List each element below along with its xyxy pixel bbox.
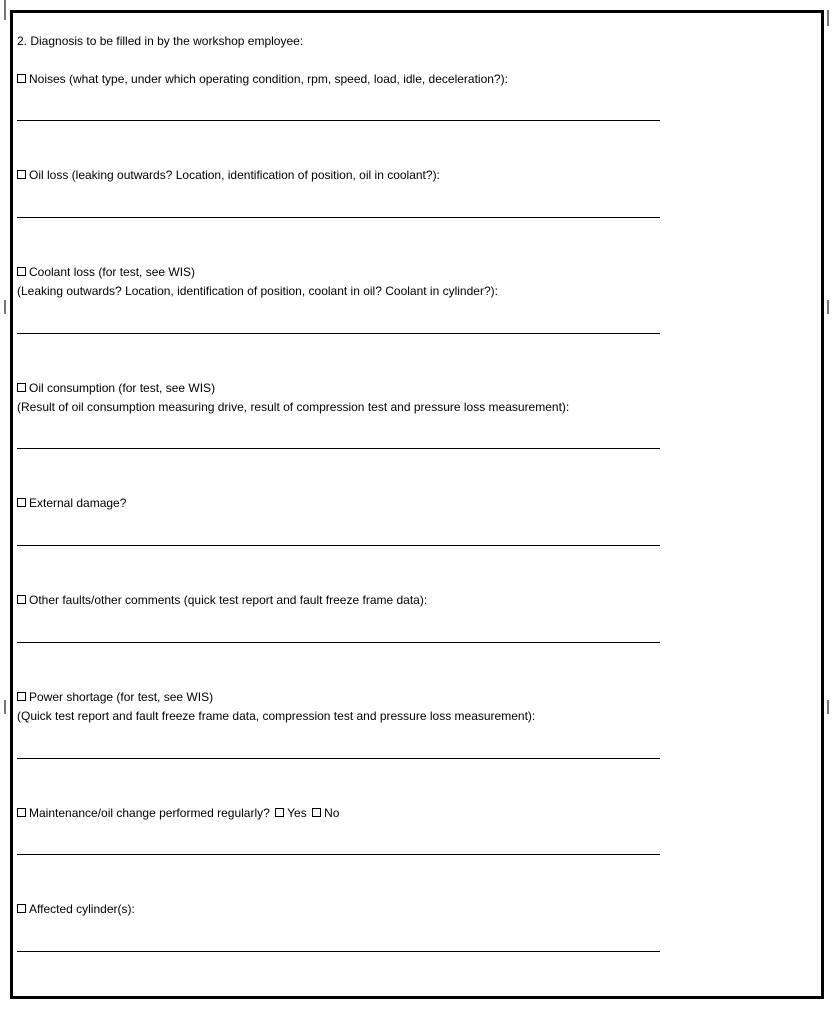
section-heading: 2. Diagnosis to be filled in by the workshop employee: bbox=[17, 34, 304, 48]
power-shortage-sublabel: (Quick test report and fault freeze frame data, compression test and pressure loss measurement): bbox=[17, 709, 536, 723]
external-damage-checkbox[interactable] bbox=[17, 498, 26, 507]
external-damage-answer-line[interactable] bbox=[17, 545, 660, 546]
maintenance-answer-line[interactable] bbox=[17, 854, 660, 855]
edge-mark bbox=[827, 10, 829, 26]
coolant-loss-sublabel: (Leaking outwards? Location, identification of position, coolant in oil? Coolant in cylinder?): bbox=[17, 284, 498, 298]
edge-mark bbox=[4, 300, 6, 314]
coolant-loss-checkbox[interactable] bbox=[17, 267, 26, 276]
external-damage-label: External damage? bbox=[29, 496, 127, 510]
edge-mark bbox=[827, 700, 829, 714]
edge-mark bbox=[4, 700, 6, 714]
noises-answer-line[interactable] bbox=[17, 120, 660, 121]
noises-label: Noises (what type, under which operating condition, rpm, speed, load, idle, deceleration?): bbox=[29, 72, 508, 86]
maintenance-no-label: No bbox=[324, 806, 340, 820]
oil-consumption-checkbox[interactable] bbox=[17, 383, 26, 392]
edge-mark bbox=[4, 0, 6, 20]
power-shortage-answer-line[interactable] bbox=[17, 758, 660, 759]
oil-consumption-label: Oil consumption (for test, see WIS) bbox=[29, 381, 216, 395]
item-affected-cylinders bbox=[17, 902, 135, 916]
item-power-shortage bbox=[17, 690, 213, 704]
oil-loss-checkbox[interactable] bbox=[17, 170, 26, 179]
item-other-faults bbox=[17, 593, 427, 607]
noises-checkbox[interactable] bbox=[17, 74, 26, 83]
power-shortage-checkbox[interactable] bbox=[17, 692, 26, 701]
affected-cylinders-label: Affected cylinder(s): bbox=[29, 902, 135, 916]
affected-cylinders-checkbox[interactable] bbox=[17, 904, 26, 913]
item-external-damage bbox=[17, 496, 126, 510]
item-noises bbox=[17, 72, 508, 86]
maintenance-checkbox[interactable] bbox=[17, 808, 26, 817]
affected-cylinders-answer-line[interactable] bbox=[17, 951, 660, 952]
other-faults-label: Other faults/other comments (quick test report and fault freeze frame data): bbox=[29, 593, 428, 607]
coolant-loss-label: Coolant loss (for test, see WIS) bbox=[29, 265, 196, 279]
edge-mark bbox=[827, 300, 829, 314]
form-frame bbox=[10, 10, 824, 999]
maintenance-no-checkbox[interactable] bbox=[312, 808, 321, 817]
oil-loss-label: Oil loss (leaking outwards? Location, identification of position, oil in coolant?): bbox=[29, 168, 440, 182]
other-faults-answer-line[interactable] bbox=[17, 642, 660, 643]
item-oil-loss bbox=[17, 168, 440, 182]
item-maintenance bbox=[17, 806, 339, 820]
coolant-loss-answer-line[interactable] bbox=[17, 333, 660, 334]
maintenance-yes-checkbox[interactable] bbox=[275, 808, 284, 817]
maintenance-label: Maintenance/oil change performed regularly? bbox=[29, 806, 270, 820]
other-faults-checkbox[interactable] bbox=[17, 595, 26, 604]
oil-consumption-answer-line[interactable] bbox=[17, 448, 660, 449]
item-oil-consumption bbox=[17, 381, 215, 395]
power-shortage-label: Power shortage (for test, see WIS) bbox=[29, 690, 214, 704]
item-coolant-loss bbox=[17, 265, 195, 279]
oil-consumption-sublabel: (Result of oil consumption measuring drive, result of compression test and pressure loss measurement): bbox=[17, 400, 570, 414]
oil-loss-answer-line[interactable] bbox=[17, 217, 660, 218]
maintenance-yes-label: Yes bbox=[287, 806, 307, 820]
